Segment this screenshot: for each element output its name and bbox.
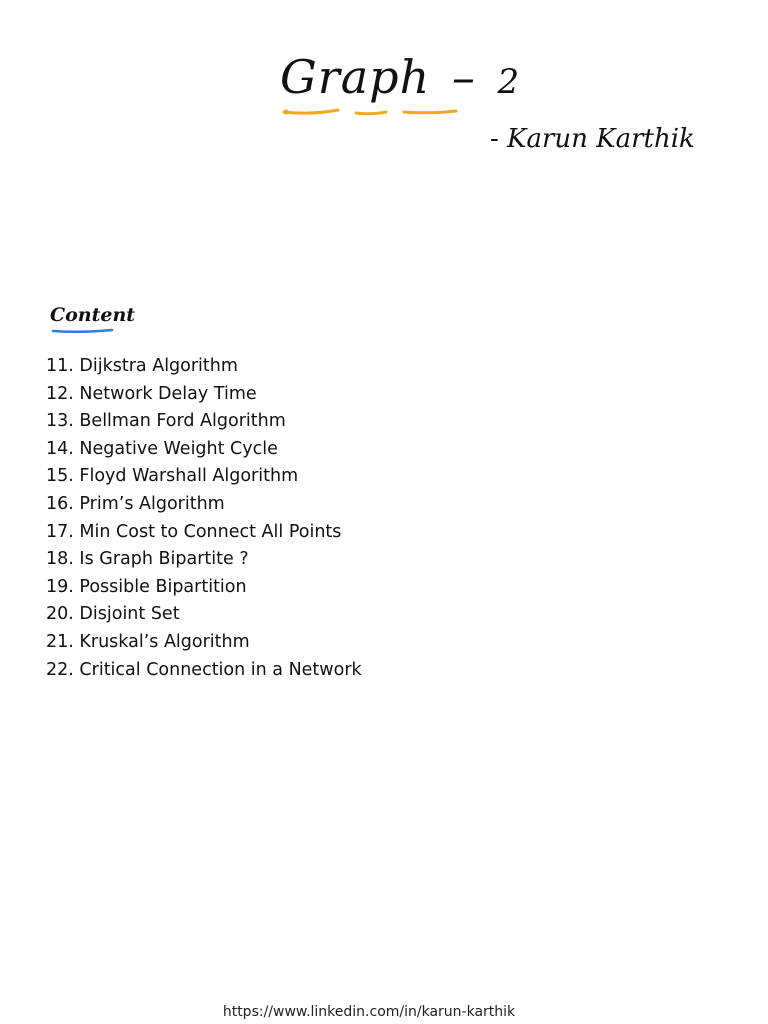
- item-label: Kruskal’s Algorithm: [79, 631, 250, 652]
- item-number: 15.: [46, 466, 74, 487]
- item-label: Negative Weight Cycle: [79, 438, 278, 459]
- title-main: Graph: [280, 50, 431, 104]
- list-item: [46, 381, 362, 409]
- item-label: Min Cost to Connect All Points: [79, 521, 342, 542]
- item-number: 21.: [46, 631, 74, 652]
- item-number: 12.: [46, 383, 74, 404]
- content-heading: Content: [50, 304, 136, 326]
- content-underline: [50, 326, 116, 336]
- list-item: [46, 629, 362, 657]
- item-label: Dijkstra Algorithm: [79, 356, 238, 376]
- item-label: Critical Connection in a Network: [79, 659, 362, 680]
- item-label: Network Delay Time: [79, 383, 257, 404]
- item-number: 18.: [46, 549, 74, 570]
- item-number: 11.: [46, 356, 74, 376]
- page-title: [280, 50, 521, 104]
- item-number: 17.: [46, 521, 74, 542]
- item-number: 16.: [46, 493, 74, 514]
- list-item: [46, 601, 362, 629]
- list-item: [46, 546, 362, 574]
- footer-link[interactable]: https://www.linkedin.com/in/karun-karthik: [222, 1004, 516, 1020]
- item-label: Prim’s Algorithm: [79, 493, 225, 514]
- item-number: 13.: [46, 411, 74, 432]
- list-item: [46, 463, 362, 491]
- list-item: [46, 436, 362, 464]
- table-of-contents: [46, 353, 362, 684]
- item-label: Floyd Warshall Algorithm: [79, 466, 299, 487]
- item-number: 19.: [46, 576, 74, 597]
- list-item: [46, 491, 362, 519]
- list-item: [46, 657, 362, 685]
- author-byline: - Karun Karthik: [490, 124, 695, 154]
- item-number: 20.: [46, 604, 74, 625]
- title-number: 2: [497, 62, 521, 102]
- title-underline: [280, 104, 470, 120]
- item-number: 22.: [46, 659, 74, 680]
- title-dash: –: [451, 50, 476, 104]
- list-item: [46, 408, 362, 436]
- item-label: Bellman Ford Algorithm: [79, 411, 286, 432]
- item-label: Possible Bipartition: [79, 576, 247, 597]
- item-label: Disjoint Set: [79, 604, 180, 625]
- list-item: [46, 353, 362, 381]
- list-item: [46, 574, 362, 602]
- item-number: 14.: [46, 438, 74, 459]
- item-label: Is Graph Bipartite ?: [79, 549, 249, 570]
- list-item: [46, 519, 362, 547]
